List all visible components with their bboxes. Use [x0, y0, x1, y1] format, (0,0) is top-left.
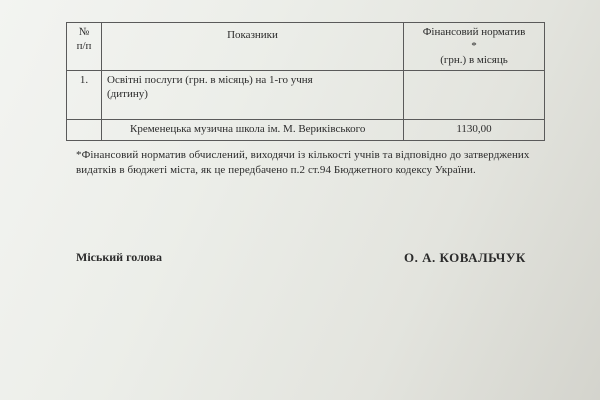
row-indicator: Освітні послуги (грн. в місяць) на 1-го учня (дитину)	[102, 71, 404, 120]
header-indicators: Показники	[102, 23, 404, 71]
financial-norms-table	[66, 22, 545, 141]
footnote-text: *Фінансовий норматив обчислений, виходячи із кількості учнів та відповідно до затверджених видатків в бюджеті міста, як це передбачено п.2 ст.94 Бюджетного кодексу України.	[76, 149, 530, 176]
header-number: № п/п	[67, 23, 102, 71]
header-norm: Фінансовий норматив * (грн.) в місяць	[404, 23, 545, 71]
table-header-row	[67, 23, 545, 71]
signature-name: О. А. КОВАЛЬЧУК	[404, 250, 526, 265]
row-number: 1.	[67, 71, 102, 120]
row-value	[404, 71, 545, 120]
row-value: 1130,00	[404, 120, 545, 141]
table-row	[67, 120, 545, 141]
row-indicator: Кременецька музична школа ім. М. Вериківського	[102, 120, 404, 141]
signature-position: Міський голова	[76, 250, 162, 264]
table-row	[67, 71, 545, 120]
row-number	[67, 120, 102, 141]
